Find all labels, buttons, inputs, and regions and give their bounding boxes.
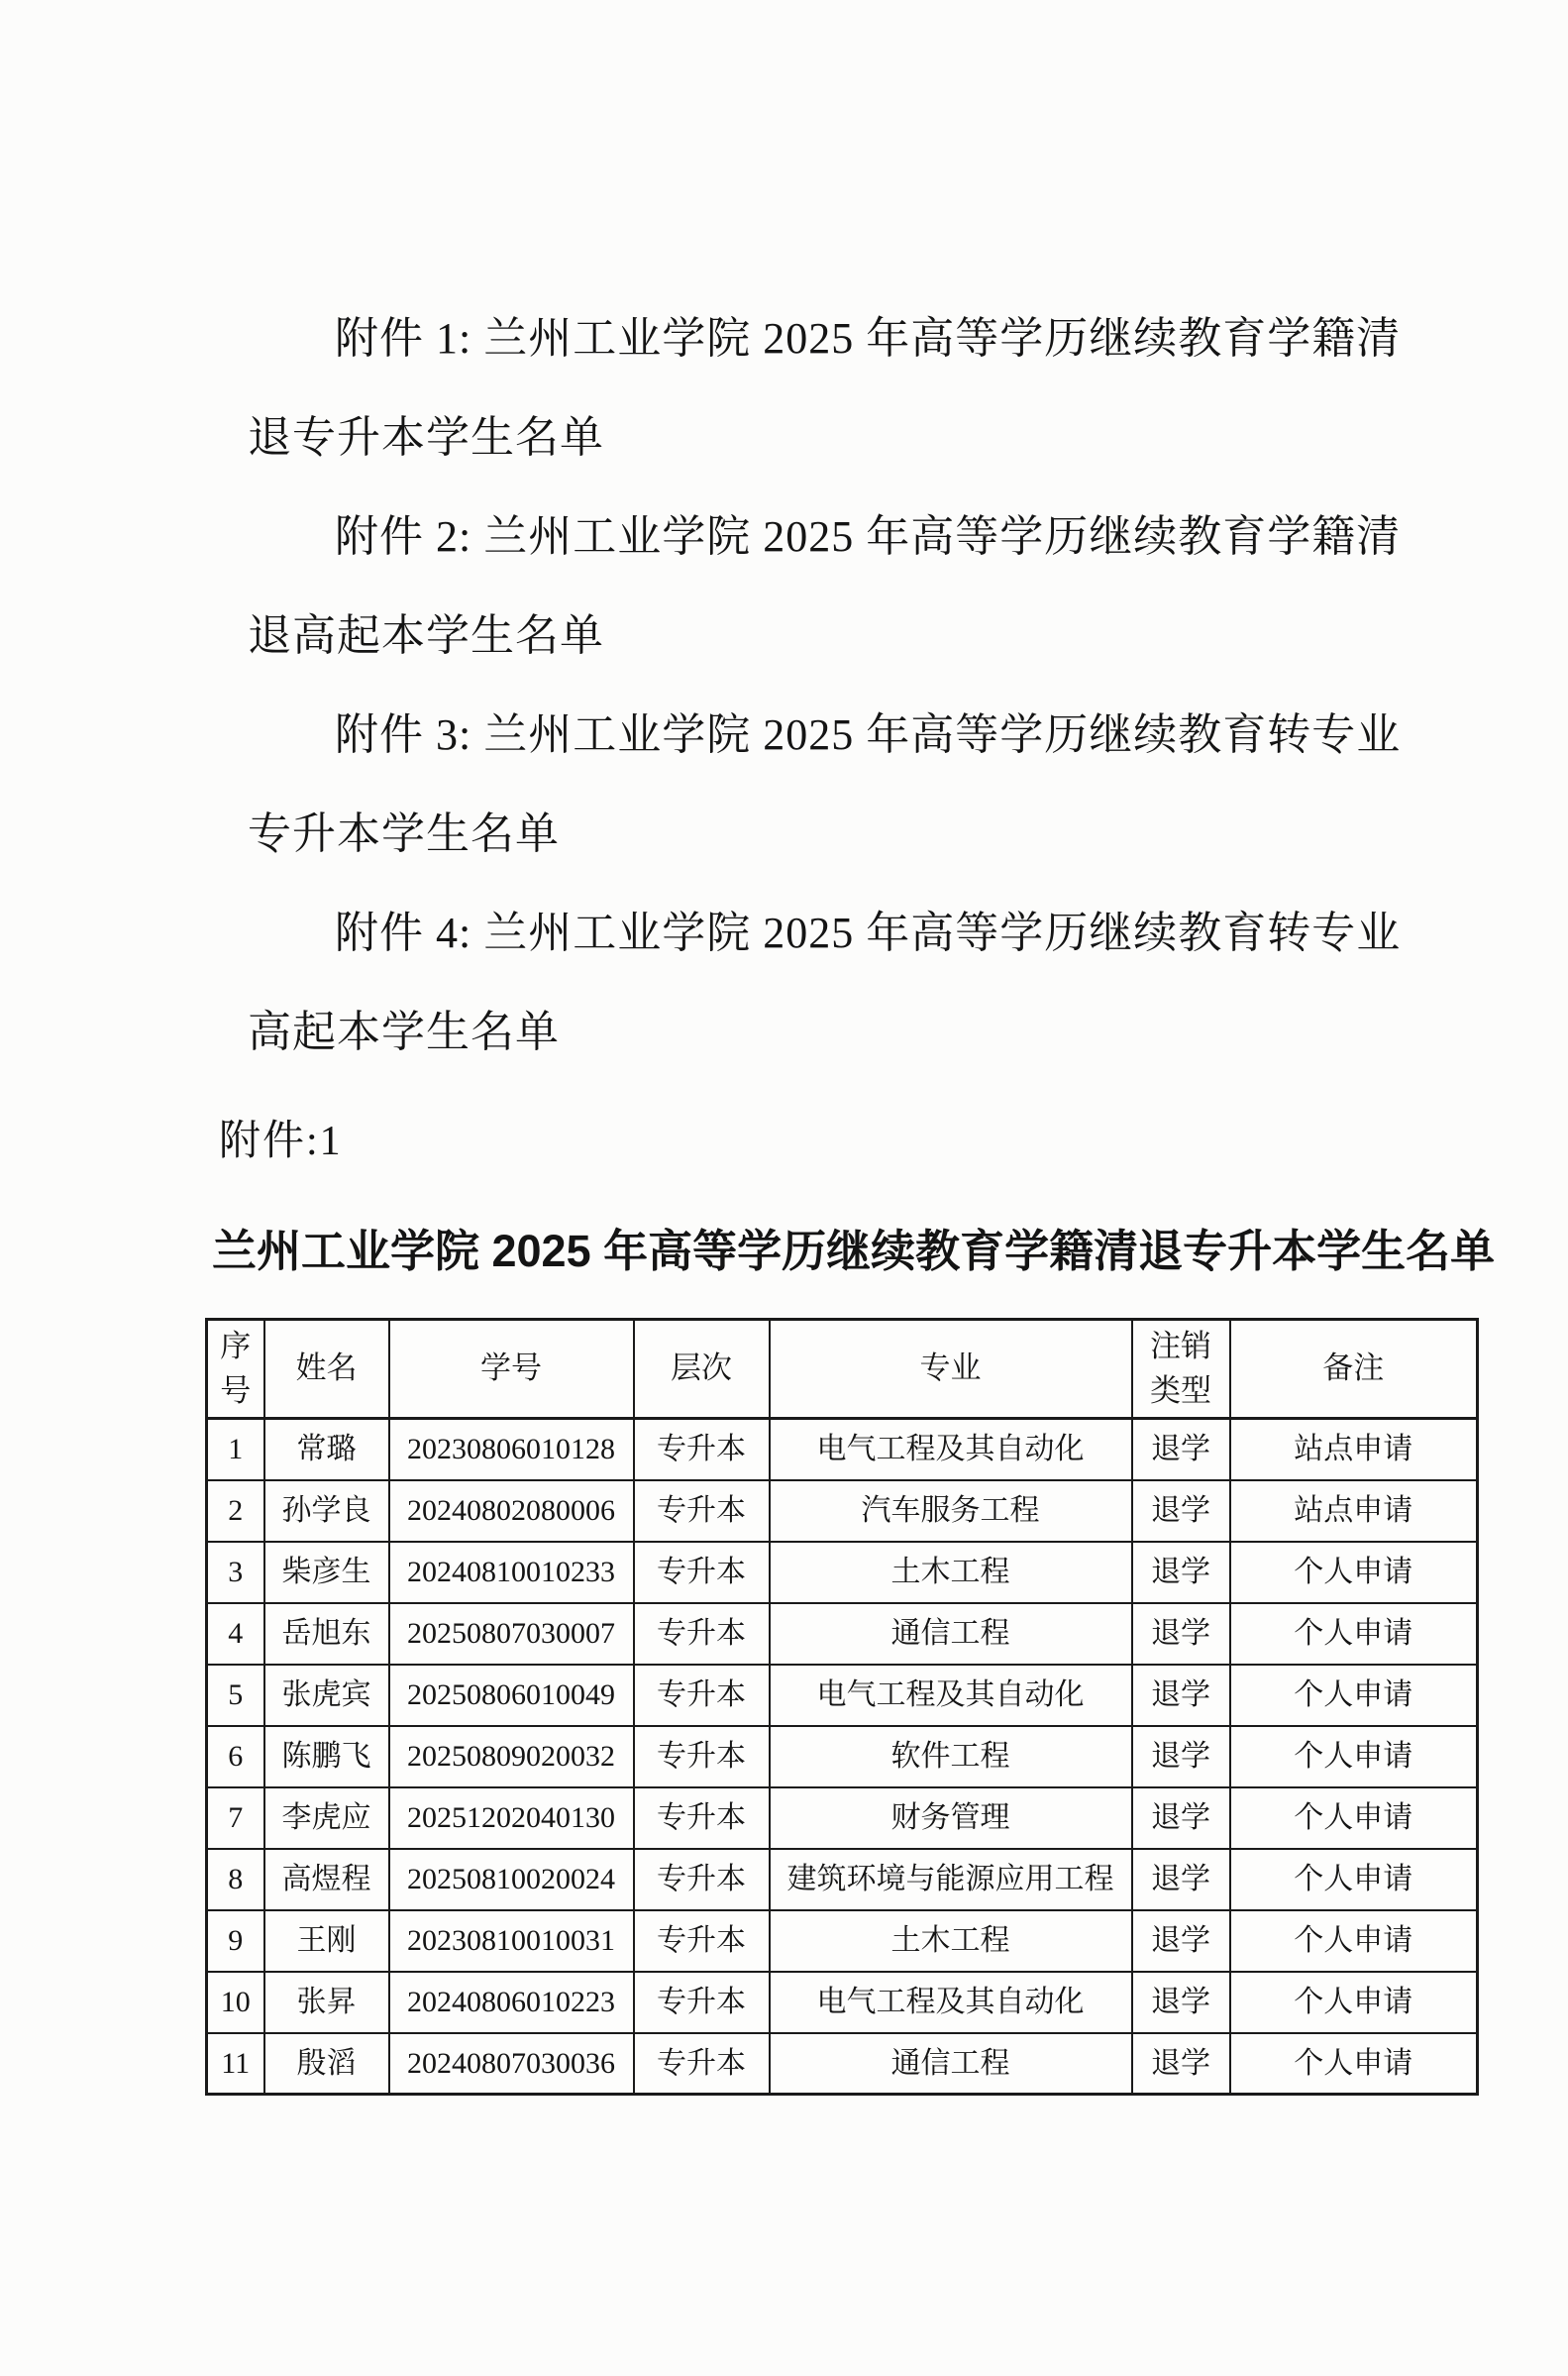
header-student-id: 学号	[389, 1320, 634, 1419]
cell-student-id: 20240810010233	[389, 1542, 634, 1603]
cell-cancel-type: 退学	[1132, 1787, 1230, 1849]
table-row	[207, 1480, 1478, 1542]
cell-no: 10	[207, 1972, 264, 2033]
table-row	[207, 1419, 1478, 1480]
cell-major: 汽车服务工程	[770, 1480, 1132, 1542]
cell-student-id: 20250806010049	[389, 1665, 634, 1726]
cell-cancel-type: 退学	[1132, 1849, 1230, 1910]
appendix-label: 附件:1	[219, 1119, 343, 1164]
attachment-ref-1-line-2: 退专升本学生名单	[248, 413, 604, 462]
cell-student-id: 20240802080006	[389, 1480, 634, 1542]
attachment-ref-3-line-2: 专升本学生名单	[248, 810, 560, 858]
cell-name: 王刚	[264, 1910, 389, 1972]
cell-cancel-type: 退学	[1132, 1542, 1230, 1603]
cell-name: 常璐	[264, 1419, 389, 1480]
cell-student-id: 20230806010128	[389, 1419, 634, 1480]
cell-remark: 个人申请	[1230, 1849, 1478, 1910]
cell-level: 专升本	[634, 1849, 770, 1910]
cell-name: 高煜程	[264, 1849, 389, 1910]
cell-major: 建筑环境与能源应用工程	[770, 1849, 1132, 1910]
cell-level: 专升本	[634, 2033, 770, 2095]
cell-name: 张昇	[264, 1972, 389, 2033]
cell-no: 9	[207, 1910, 264, 1972]
cell-level: 专升本	[634, 1480, 770, 1542]
cell-major: 通信工程	[770, 2033, 1132, 2095]
attachment-ref-4-line-1: 附件 4: 兰州工业学院 2025 年高等学历继续教育转专业	[335, 909, 1402, 957]
cell-cancel-type: 退学	[1132, 1603, 1230, 1665]
cell-cancel-type: 退学	[1132, 2033, 1230, 2095]
cell-no: 11	[207, 2033, 264, 2095]
cell-student-id: 20250809020032	[389, 1726, 634, 1787]
table-row	[207, 1603, 1478, 1665]
cell-level: 专升本	[634, 1972, 770, 2033]
header-row	[207, 1320, 1478, 1419]
cell-major: 土木工程	[770, 1542, 1132, 1603]
cell-cancel-type: 退学	[1132, 1665, 1230, 1726]
cell-cancel-type: 退学	[1132, 1972, 1230, 2033]
header-no: 序号	[207, 1320, 264, 1419]
header-cancel-type: 注销类型	[1132, 1320, 1230, 1419]
cell-major: 电气工程及其自动化	[770, 1972, 1132, 2033]
cell-remark: 个人申请	[1230, 1542, 1478, 1603]
cell-remark: 个人申请	[1230, 1972, 1478, 2033]
table-row	[207, 1910, 1478, 1972]
table-row	[207, 2033, 1478, 2095]
cell-name: 孙学良	[264, 1480, 389, 1542]
cell-student-id: 20250810020024	[389, 1849, 634, 1910]
table-row	[207, 1665, 1478, 1726]
table-title: 兰州工业学院 2025 年高等学历继续教育学籍清退专升本学生名单	[212, 1226, 1496, 1276]
cell-remark: 个人申请	[1230, 1787, 1478, 1849]
cell-no: 8	[207, 1849, 264, 1910]
cell-student-id: 20250807030007	[389, 1603, 634, 1665]
cell-cancel-type: 退学	[1132, 1480, 1230, 1542]
cell-major: 电气工程及其自动化	[770, 1419, 1132, 1480]
cell-name: 柴彦生	[264, 1542, 389, 1603]
cell-remark: 站点申请	[1230, 1480, 1478, 1542]
cell-no: 3	[207, 1542, 264, 1603]
cell-level: 专升本	[634, 1787, 770, 1849]
cell-cancel-type: 退学	[1132, 1726, 1230, 1787]
student-roster-table	[205, 1318, 1479, 2096]
header-remark: 备注	[1230, 1320, 1478, 1419]
cell-level: 专升本	[634, 1419, 770, 1480]
table-body	[207, 1419, 1478, 2095]
cell-no: 1	[207, 1419, 264, 1480]
header-major: 专业	[770, 1320, 1132, 1419]
cell-name: 陈鹏飞	[264, 1726, 389, 1787]
cell-major: 财务管理	[770, 1787, 1132, 1849]
table-row	[207, 1787, 1478, 1849]
attachment-ref-1-line-1: 附件 1: 兰州工业学院 2025 年高等学历继续教育学籍清	[335, 314, 1402, 363]
cell-major: 软件工程	[770, 1726, 1132, 1787]
cell-no: 2	[207, 1480, 264, 1542]
cell-level: 专升本	[634, 1910, 770, 1972]
cell-name: 李虎应	[264, 1787, 389, 1849]
attachment-ref-2-line-1: 附件 2: 兰州工业学院 2025 年高等学历继续教育学籍清	[335, 512, 1402, 561]
attachment-ref-3-line-1: 附件 3: 兰州工业学院 2025 年高等学历继续教育转专业	[335, 710, 1402, 759]
attachment-ref-2-line-2: 退高起本学生名单	[248, 611, 604, 660]
cell-remark: 个人申请	[1230, 1665, 1478, 1726]
cell-remark: 站点申请	[1230, 1419, 1478, 1480]
cell-student-id: 20230810010031	[389, 1910, 634, 1972]
cell-student-id: 20240806010223	[389, 1972, 634, 2033]
cell-major: 通信工程	[770, 1603, 1132, 1665]
cell-name: 张虎宾	[264, 1665, 389, 1726]
cell-level: 专升本	[634, 1726, 770, 1787]
cell-name: 殷滔	[264, 2033, 389, 2095]
attachment-ref-4-line-2: 高起本学生名单	[248, 1008, 560, 1056]
cell-remark: 个人申请	[1230, 2033, 1478, 2095]
cell-remark: 个人申请	[1230, 1726, 1478, 1787]
cell-no: 7	[207, 1787, 264, 1849]
cell-name: 岳旭东	[264, 1603, 389, 1665]
cell-cancel-type: 退学	[1132, 1910, 1230, 1972]
header-name: 姓名	[264, 1320, 389, 1419]
cell-no: 5	[207, 1665, 264, 1726]
table-header	[207, 1320, 1478, 1419]
header-level: 层次	[634, 1320, 770, 1419]
cell-no: 6	[207, 1726, 264, 1787]
cell-level: 专升本	[634, 1542, 770, 1603]
cell-level: 专升本	[634, 1603, 770, 1665]
table-row	[207, 1542, 1478, 1603]
cell-remark: 个人申请	[1230, 1603, 1478, 1665]
cell-student-id: 20251202040130	[389, 1787, 634, 1849]
table-row	[207, 1726, 1478, 1787]
cell-level: 专升本	[634, 1665, 770, 1726]
table-row	[207, 1849, 1478, 1910]
cell-no: 4	[207, 1603, 264, 1665]
cell-student-id: 20240807030036	[389, 2033, 634, 2095]
cell-remark: 个人申请	[1230, 1910, 1478, 1972]
table-row	[207, 1972, 1478, 2033]
cell-major: 土木工程	[770, 1910, 1132, 1972]
cell-cancel-type: 退学	[1132, 1419, 1230, 1480]
attachment-list	[248, 289, 1456, 1082]
cell-major: 电气工程及其自动化	[770, 1665, 1132, 1726]
